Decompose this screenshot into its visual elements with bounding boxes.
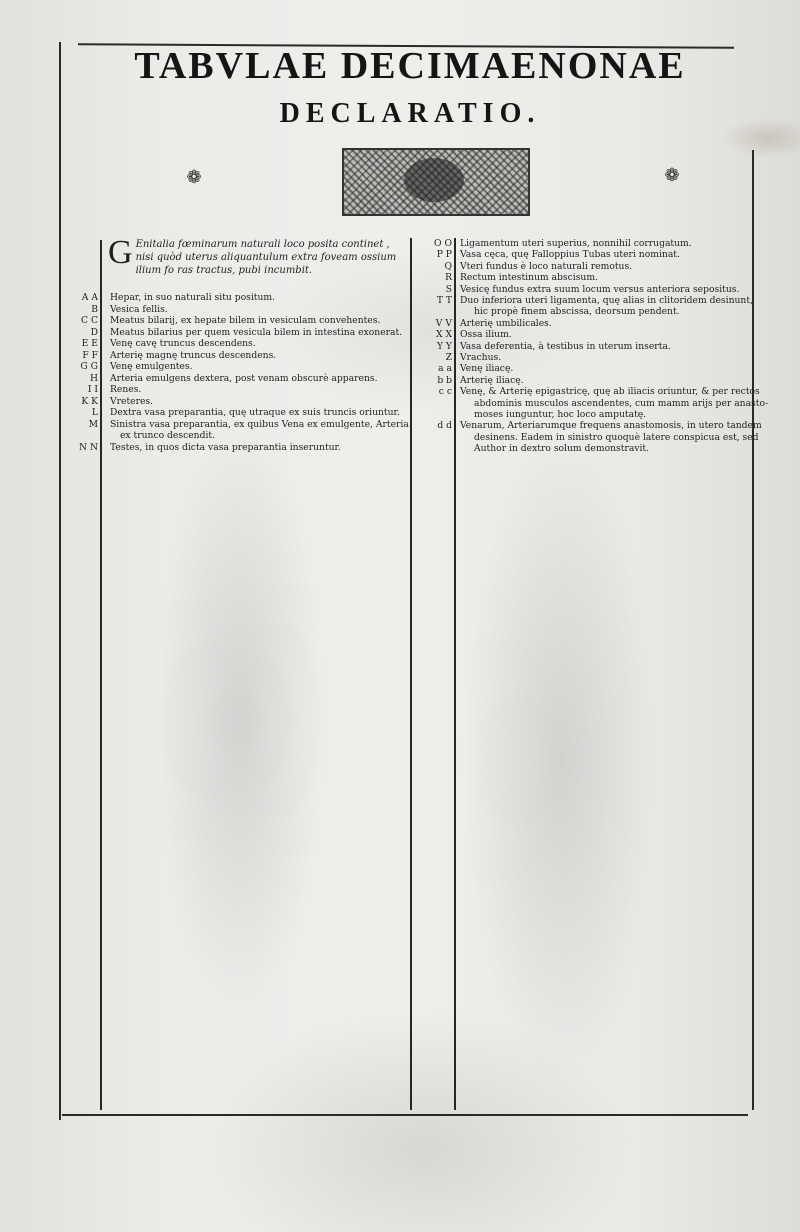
legend-entry-label: S — [445, 283, 452, 295]
legend-entry-text: Venę emulgentes. — [110, 361, 193, 372]
legend-entry-text: Vasa deferentia, à testibus in uterum inserta. — [460, 340, 671, 352]
woodcut-headpiece-icon — [342, 148, 530, 216]
legend-entry-label: E E — [81, 338, 98, 349]
legend-entry-text: Arterię iliacę. — [460, 374, 524, 386]
legend-entry-text: Ossa ilium. — [460, 329, 512, 341]
legend-entry-text: Meatus bilarius per quem vesicula bilem in intestina exonerat. — [110, 326, 403, 338]
column-rule-left — [100, 240, 102, 1110]
legend-entry-text: Vasa cęca, quę Falloppius Tubas uteri nominat. — [460, 249, 680, 261]
legend-entry-text: ex trunco descendit. — [120, 430, 216, 441]
legend-entry-text: Hepar, in suo naturali situ positum. — [110, 292, 276, 303]
intro-paragraph — [108, 234, 406, 277]
legend-entry-label: R — [445, 272, 452, 284]
legend-entry-text: abdominis musculos ascendentes, cum mamm arijs per anasto- — [474, 397, 769, 409]
legend-entry-text: moses iunguntur, hoc loco amputatę. — [474, 409, 647, 420]
legend-entry-text: Sinistra vasa preparantia, ex quibus Vena ex emulgente, Arteria — [110, 418, 409, 430]
legend-entry-text: Renes. — [110, 384, 142, 395]
legend-entry-text: Venę iliacę. — [460, 363, 514, 375]
legend-entry-text: Vrachus. — [460, 352, 502, 363]
legend-entry-label: G G — [80, 361, 98, 372]
legend-entry-label: M — [88, 418, 98, 430]
legend-entry-text: Dextra vasa preparantia, quę utraque ex suis truncis oriuntur. — [110, 407, 400, 418]
legend-entry-label: H — [89, 372, 98, 384]
legend-entry-text: Duo inferiora uteri ligamenta, quę alias in clitoridem desinunt, — [460, 295, 753, 306]
legend-entry-label: X X — [435, 329, 452, 341]
legend-entry-label: c c — [438, 386, 452, 398]
legend-entry-text: Vreteres. — [110, 395, 154, 407]
legend-entry-label: O O — [434, 238, 452, 249]
legend-entry-text: Arteria emulgens dextera, post venam obscurè apparens. — [110, 372, 378, 384]
legend-entry-text: desinens. Eadem in sinistro quoquè latere conspicua est, sed — [474, 431, 759, 443]
legend-entry-label: F F — [82, 349, 98, 361]
page-title: TABVLAE DECIMAENONAE — [134, 45, 686, 87]
legend-entry-label: Q — [444, 260, 452, 272]
legend-entry-label: L — [91, 407, 98, 418]
legend-entry-label: D — [90, 326, 98, 338]
legend-entry-label: A A — [81, 292, 98, 303]
legend-entry-label: I I — [87, 384, 98, 395]
frame-left-rule — [59, 42, 61, 1120]
column-rule-middle — [410, 238, 412, 1110]
legend-entry-text: Vteri fundus è loco naturali remotus. — [460, 260, 633, 272]
legend-entry-label: Y Y — [436, 340, 452, 352]
legend-entry-label: d d — [437, 420, 452, 432]
legend-entry-text: Meatus bilarij, ex hepate bilem in vesiculam convehentes. — [110, 315, 381, 326]
legend-entry-label: K K — [81, 395, 98, 407]
legend-entry-text: Arterię umbilicales. — [460, 317, 552, 329]
legend-entry-text: Venę, & Arterię epigastricę, quę ab iliacis oriuntur, & per rectos — [460, 386, 760, 398]
legend-entry-text: Arterię magnę truncus descendens. — [110, 349, 277, 361]
frame-bottom-rule — [62, 1114, 748, 1116]
legend-entry-label: P P — [436, 249, 452, 261]
page-subtitle: DECLARATIO. — [279, 98, 541, 129]
frame-right-rule — [752, 150, 754, 1110]
legend-entry-label: Z — [445, 352, 452, 363]
legend-entry-text: Ligamentum uteri superius, nonnihil corrugatum. — [460, 238, 692, 249]
fleuron-left-icon: ❁ — [186, 167, 202, 188]
legend-entry-label: B — [91, 303, 98, 315]
legend-entry-text: hic propè finem abscissa, deorsum pendent. — [474, 306, 680, 318]
legend-entry-text: Vesica fellis. — [110, 303, 168, 315]
fleuron-right-icon: ❁ — [664, 165, 680, 186]
legend-entry-label: N N — [79, 441, 98, 453]
legend-entry-label: T T — [436, 295, 452, 306]
legend-entry-label: V V — [435, 317, 452, 329]
legend-entry-text: Venarum, Arteriarumque frequens anastomosis, in utero tandem — [460, 420, 762, 432]
drop-cap: G — [108, 234, 133, 271]
column-rule-right — [454, 238, 456, 1110]
legend-entry-label: a a — [438, 363, 452, 375]
legend-entry-label: b b — [437, 374, 452, 386]
intro-text: Enitalia fœminarum naturali loco posita continet , nisi quòd uterus aliquantulum extra foveam ossium ilium fo ras tractus, pubi incumbit. — [135, 239, 397, 276]
legend-entry-text: Venę cavę truncus descendens. — [110, 338, 256, 349]
legend-entry-label: C C — [81, 315, 98, 326]
legend-entry-text: Rectum intestinum abscisum. — [460, 272, 598, 284]
legend-entry-text: Author in dextro solum demonstravit. — [474, 443, 650, 455]
legend-entry-text: Testes, in quos dicta vasa preparantia inseruntur. — [110, 441, 341, 453]
legend-entry-text: Vesicę fundus extra suum locum versus anteriora sepositus. — [460, 283, 740, 295]
